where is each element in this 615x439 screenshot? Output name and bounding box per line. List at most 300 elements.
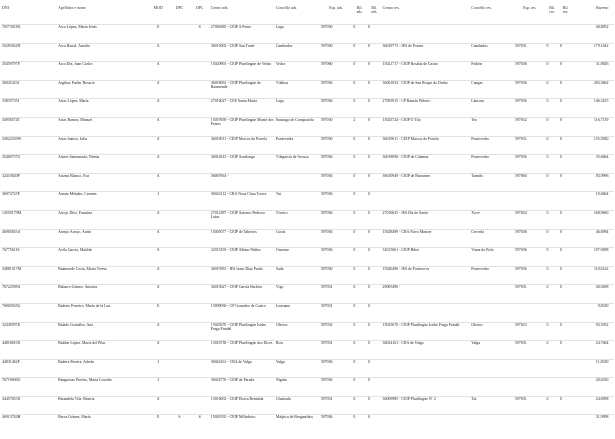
cell-name: Baleato Ferreiro, María de la Luz xyxy=(58,303,111,308)
cell-name: Arizmi Blanco, Eva xyxy=(58,173,90,178)
cell-bil-res-2: 0 xyxy=(559,248,562,253)
cell-dpc xyxy=(169,378,189,397)
cell-esp-ads: 597036 xyxy=(320,155,333,160)
cell-esp-ads: 597030 xyxy=(320,43,333,48)
cell-esp-ads: 597036 xyxy=(320,248,333,253)
cell-dpl xyxy=(190,285,210,304)
column-header-bil-ads-2: Bil. ads. xyxy=(371,6,378,15)
table-row xyxy=(1,136,614,155)
table-row xyxy=(1,80,614,99)
cell-esp-ads: 597030 xyxy=(320,25,333,29)
cell-baremo: 110,6142 xyxy=(593,266,609,271)
cell-esp-ads: 597036 xyxy=(320,359,333,364)
cell-bil-res-1 xyxy=(545,359,558,378)
column-header-concello-res: Concello res. xyxy=(471,6,492,10)
cell-centro-res: 15021717 - CEIP Rosalía de Castro xyxy=(382,62,439,67)
cell-bil-res-1 xyxy=(545,192,558,211)
cell-bil-res-1: 0 xyxy=(546,322,549,327)
cell-baremo: 203,3662 xyxy=(593,80,609,85)
cell-centro-ads: 36024776 - CEIP de Parada xyxy=(210,378,255,383)
cell-bil-res-1: 0 xyxy=(546,210,549,215)
cell-concello-res: Láncara xyxy=(471,99,484,104)
cell-dpl xyxy=(190,99,210,118)
cell-dni: 36074725F xyxy=(2,192,20,197)
cell-centro-res: 36019773 - IES de Pontes xyxy=(382,43,424,48)
cell-name: Arca Barral, Amalia xyxy=(58,43,90,48)
table-row xyxy=(1,415,614,434)
cell-centro-ads: 27006385 - CEIP A Ponte xyxy=(210,25,252,29)
cell-concello-ads xyxy=(275,173,320,192)
cell-centro-res xyxy=(382,25,471,44)
cell-name: Arca López, María Jesús xyxy=(58,25,97,29)
cell-name: Arines Santamaría, Nemia xyxy=(58,155,100,160)
cell-centro-res: 15028499 - CRA Novo Mancer xyxy=(382,229,432,234)
cell-bil-ads-1: 0 xyxy=(353,192,356,197)
cell-bil-ads-1: 0 xyxy=(353,378,356,383)
cell-esp-ads: 597060 xyxy=(320,62,333,67)
cell-concello-ads: Ourense xyxy=(275,248,289,253)
column-header-esp-ads: Esp. ads. xyxy=(329,6,344,10)
cell-esp-res: 597060 xyxy=(515,173,527,178)
cell-dpl xyxy=(190,117,210,136)
cell-bil-res-1 xyxy=(545,303,558,322)
cell-centro-ads: 36015003 - CEIP San Tomé xyxy=(210,43,255,48)
cell-baremo: 11,8330 xyxy=(595,359,609,364)
cell-bil-ads-2: 0 xyxy=(367,99,370,104)
cell-esp-ads: 597036 xyxy=(320,173,333,178)
cell-esp-ads: 597032 xyxy=(320,322,333,327)
cell-mod: J xyxy=(157,359,159,364)
cell-concello-res: Viana do Bolo xyxy=(471,248,494,253)
cell-bil-ads-2: 0 xyxy=(367,155,370,160)
cell-centro-res: 15026496 - IES de Fontecova xyxy=(382,266,430,271)
cell-concello-ads: Malpica de Bergantiños xyxy=(275,415,314,420)
cell-centro-ads: 15016002 - CEIP Eloisa Rentabla xyxy=(210,396,264,401)
column-header-bil-ads-1: Bil. ads. xyxy=(356,6,363,15)
cell-bil-res-2 xyxy=(559,359,572,378)
cell-dpc xyxy=(169,99,189,118)
cell-bil-ads-1: 0 xyxy=(353,210,356,215)
cell-dni: 36045323J xyxy=(2,80,20,85)
cell-esp-res xyxy=(514,192,545,211)
cell-bil-res-1: 0 xyxy=(546,99,549,104)
cell-centro-res: 36018090 - CEIP de Cabanas xyxy=(382,155,429,160)
cell-dpl xyxy=(190,378,210,397)
cell-name: Baamonde Costa, María Teresa xyxy=(58,266,107,271)
cell-dpl xyxy=(190,359,210,378)
cell-centro-ads: 27016027 - CEE Santa María xyxy=(210,99,257,104)
column-header-dpc: DPC xyxy=(175,6,184,10)
cell-centro-res: 36009985 - CEIP Plurilingüe Nº 2 xyxy=(382,396,436,401)
cell-esp-ads: 597036 xyxy=(320,99,333,104)
cell-dni: 76719600G xyxy=(2,378,21,383)
cell-concello-res: Pontevedra xyxy=(471,266,489,271)
cell-bil-res-1: 0 xyxy=(546,285,549,290)
cell-centro-ads: 15026765 - CEIP Milladoiro xyxy=(210,415,256,420)
cell-name: Ávila García, Matilde xyxy=(58,248,93,253)
cell-concello-ads: Valga xyxy=(275,359,285,364)
cell-name: Banguesas Pereiro, María Lourdes xyxy=(58,378,112,383)
cell-dpc xyxy=(169,303,189,322)
cell-bil-ads-2: 0 xyxy=(367,359,370,364)
cell-dni: 35469757G xyxy=(2,155,21,160)
table-body xyxy=(1,25,614,434)
cell-concello-res: Cambados xyxy=(471,43,488,48)
cell-bil-res-1: 0 xyxy=(546,341,549,346)
cell-bil-ads-1: 0 xyxy=(353,341,356,346)
cell-bil-ads-1: 0 xyxy=(353,229,356,234)
cell-mod: A xyxy=(156,229,160,234)
cell-bil-ads-1: 0 xyxy=(353,303,356,308)
cell-baremo: 197,9498 xyxy=(593,248,609,253)
cell-baremo: 83,9996 xyxy=(595,173,609,178)
cell-bil-res-2: 0 xyxy=(559,62,562,67)
cell-concello-res: Tui xyxy=(471,396,477,401)
cell-concello-res xyxy=(470,415,514,434)
cell-bil-ads-1: 0 xyxy=(353,359,356,364)
cell-centro-ads: 15009030 - CP Gonzalez de Castro xyxy=(210,303,266,308)
cell-name: Arias López, María xyxy=(58,99,89,104)
cell-dpl xyxy=(190,341,210,360)
cell-dpl: S xyxy=(198,25,201,29)
cell-bil-ads-2: 0 xyxy=(367,396,370,401)
cell-centro-ads: 36024161 - CRA de Valga xyxy=(210,359,252,364)
cell-mod: A xyxy=(156,117,160,122)
cell-baremo: 31,9998 xyxy=(595,415,609,420)
table-row xyxy=(1,210,614,229)
cell-concello-ads: Curtis xyxy=(275,229,286,234)
cell-dpc xyxy=(169,229,189,248)
cell-dni: 76775611S xyxy=(2,248,20,253)
cell-bil-res-1: 0 xyxy=(546,62,549,67)
cell-bil-res-1 xyxy=(545,25,558,44)
cell-dni: 32449597K xyxy=(2,322,21,327)
cell-bil-res-2 xyxy=(559,192,572,211)
cell-dpc xyxy=(169,117,189,136)
cell-bil-res-1 xyxy=(545,415,558,434)
cell-bil-ads-2: 0 xyxy=(367,378,370,383)
cell-esp-ads: 597036 xyxy=(320,192,333,197)
cell-name: Barca Gómez, María xyxy=(58,415,91,420)
cell-dpc xyxy=(169,266,189,285)
table-row xyxy=(1,192,614,211)
cell-bil-ads-1: 0 xyxy=(353,396,356,401)
table-row xyxy=(1,266,614,285)
cell-dpc xyxy=(169,80,189,99)
cell-esp-ads: 597031 xyxy=(320,303,333,308)
cell-dpc xyxy=(169,359,189,378)
cell-esp-res: 597031 xyxy=(515,341,527,346)
cell-bil-ads-1: 0 xyxy=(353,62,356,67)
cell-centro-ads: 15016738 - CEIP Plurilingüe dos Dices xyxy=(210,341,273,346)
cell-centro-res xyxy=(382,359,471,378)
cell-concello-res xyxy=(470,25,514,44)
cell-mod: E xyxy=(156,415,160,420)
table-header xyxy=(1,2,614,25)
cell-esp-res xyxy=(514,303,545,322)
cell-concello-ads: Tui xyxy=(275,192,282,197)
cell-centro-res: 15025724 - CEIP O Tilo xyxy=(382,117,421,122)
cell-bil-ads-1: 0 xyxy=(353,248,356,253)
cell-bil-res-2: 0 xyxy=(559,136,562,141)
column-header-baremo: Baremo xyxy=(596,6,609,10)
cell-concello-res xyxy=(470,285,514,304)
cell-bil-ads-1: 0 xyxy=(353,155,356,160)
cell-bil-res-2: 0 xyxy=(559,173,562,178)
cell-baremo: 179,1642 xyxy=(593,43,609,48)
cell-centro-res: 32015661 - CEIP Bibei xyxy=(382,248,420,253)
cell-concello-ads: Cambados xyxy=(275,43,293,48)
cell-esp-ads: 597036 xyxy=(320,378,333,383)
cell-baremo: 93,5052 xyxy=(595,322,609,327)
cell-concello-res: Cerceda xyxy=(471,229,484,234)
cell-bil-res-1: 0 xyxy=(546,396,549,401)
cell-centro-res xyxy=(382,415,471,434)
cell-esp-ads: 597036 xyxy=(320,80,333,85)
cell-centro-ads: 15005077 - CEIP de Tabeirós xyxy=(210,229,257,234)
cell-concello-ads: Rois xyxy=(275,341,284,346)
cell-esp-res: 597036 xyxy=(515,229,527,234)
cell-bil-res-1: 0 xyxy=(546,248,549,253)
cell-mod: A xyxy=(156,341,160,346)
cell-esp-res: 597036 xyxy=(515,266,527,271)
cell-bil-res-1: 0 xyxy=(546,80,549,85)
cell-concello-ads: Lousame xyxy=(275,303,291,308)
cell-concello-ads: Vilaboa xyxy=(275,80,288,85)
cell-dpc xyxy=(169,248,189,267)
cell-dpl xyxy=(190,173,210,192)
table-row xyxy=(1,303,614,322)
cell-esp-res: 597036 xyxy=(515,99,527,104)
cell-centro-ads: 27012387 - CEIP Antonio Pedrosa Latas xyxy=(210,210,265,220)
cell-dpc xyxy=(169,155,189,174)
cell-esp-res: 597032 xyxy=(515,117,527,122)
cell-dni: 34956574T xyxy=(2,117,20,122)
cell-dni: 34881017M xyxy=(2,266,22,271)
cell-bil-res-2: 0 xyxy=(559,80,562,85)
cell-concello-res: Oleiros xyxy=(471,322,483,327)
column-header-esp-res: Esp. res. xyxy=(523,6,537,10)
cell-baremo: 35,6664 xyxy=(595,155,609,160)
cell-esp-ads: 597031 xyxy=(320,396,333,401)
cell-bil-res-1: 0 xyxy=(546,117,549,122)
cell-concello-res xyxy=(470,378,514,397)
cell-bil-ads-1: 0 xyxy=(353,173,356,178)
cell-dpc xyxy=(169,173,189,192)
cell-baremo: 168,9660 xyxy=(593,210,609,215)
cell-bil-ads-1: 0 xyxy=(353,415,356,420)
cell-bil-ads-2: 0 xyxy=(367,62,370,67)
cell-baremo: 40,8852 xyxy=(595,25,609,29)
cell-concello-res: Padrón xyxy=(471,62,483,67)
cell-mod: A xyxy=(156,62,160,67)
cell-dni: 34922539W xyxy=(2,136,22,141)
listing-table xyxy=(1,2,614,434)
table-row xyxy=(1,62,614,81)
cell-esp-res: 597023 xyxy=(515,322,527,327)
cell-mod: J xyxy=(157,192,159,197)
cell-dpl: S xyxy=(198,415,201,420)
cell-concello-res: Pontevedra xyxy=(471,136,489,141)
cell-esp-ads: 597030 xyxy=(320,266,333,271)
cell-concello-res: Pontevedra xyxy=(471,155,489,160)
cell-dni: 32410020F xyxy=(2,173,20,178)
cell-bil-res-2 xyxy=(559,303,572,322)
cell-centro-res xyxy=(382,303,471,322)
cell-bil-res-1: 0 xyxy=(546,136,549,141)
cell-dpc xyxy=(169,210,189,229)
cell-bil-ads-2: 0 xyxy=(367,80,370,85)
table-row xyxy=(1,396,614,415)
cell-dni: 44831462F xyxy=(2,359,20,364)
cell-esp-res: 597036 xyxy=(515,155,527,160)
table-row xyxy=(1,285,614,304)
cell-esp-ads: 597036 xyxy=(320,210,333,215)
cell-name: Baleira Pereira, Adrián xyxy=(58,359,94,364)
cell-baremo: 46,6994 xyxy=(595,229,609,234)
cell-bil-ads-2: 0 xyxy=(367,229,370,234)
cell-mod: A xyxy=(156,396,160,401)
cell-centro-res: 29005490 - xyxy=(382,285,401,290)
cell-bil-ads-1: 0 xyxy=(353,80,356,85)
cell-dni: 44816810X xyxy=(2,341,21,346)
cell-concello-res: Cangas xyxy=(471,80,483,85)
cell-centro-ads: 36007663 - xyxy=(210,173,229,178)
cell-mod: A xyxy=(156,80,160,85)
cell-mod: A xyxy=(156,266,160,271)
cell-esp-res: 597031 xyxy=(515,43,527,48)
cell-name: Arnaiz Méndez, Carmen xyxy=(58,192,97,197)
cell-bil-ads-2: 0 xyxy=(367,173,370,178)
column-header-mod: MOD xyxy=(153,6,163,10)
cell-concello-res xyxy=(470,303,514,322)
cell-concello-ads: Vedra xyxy=(275,62,285,67)
cell-dpl xyxy=(190,136,210,155)
cell-bil-res-2: 0 xyxy=(559,210,562,215)
cell-centro-ads: 15025670 - CEIP Plurilingüe Isidro Parga Pondal xyxy=(210,322,267,331)
cell-dni: 35283024N xyxy=(2,43,21,48)
cell-dni: 44457653X xyxy=(2,396,21,401)
table-row xyxy=(1,248,614,267)
cell-concello-res xyxy=(470,359,514,378)
cell-name: Arias Santos, Julia xyxy=(58,136,88,141)
cell-concello-res: Teo xyxy=(471,117,478,122)
cell-bil-ads-2: 0 xyxy=(367,25,370,29)
cell-esp-res xyxy=(514,25,545,44)
column-header-bil-res-1: Bil. res. xyxy=(549,6,556,15)
cell-esp-res xyxy=(514,378,545,397)
cell-bil-ads-1: 0 xyxy=(353,266,356,271)
cell-esp-ads: 597030 xyxy=(320,117,333,122)
cell-mod: A xyxy=(156,322,160,327)
cell-esp-res: 597031 xyxy=(515,396,527,401)
cell-dpl xyxy=(190,80,210,99)
cell-bil-res-2: 0 xyxy=(559,396,562,401)
cell-concello-res: Tomiño xyxy=(471,173,484,178)
table-row xyxy=(1,322,614,341)
column-header-centro-ads: Centro ads. xyxy=(210,6,229,10)
cell-name: Baldón López, María del Pilar xyxy=(58,341,106,346)
cell-mod: A xyxy=(156,173,160,178)
cell-name: Arca Díz, Juan Carlos xyxy=(58,62,93,67)
table-row xyxy=(1,229,614,248)
cell-centro-res: 36024161 - CRA de Valga xyxy=(382,341,424,346)
cell-mod: E xyxy=(156,25,160,29)
cell-bil-ads-2: 0 xyxy=(367,210,370,215)
column-header-dni: DNI xyxy=(2,6,9,10)
cell-mod: A xyxy=(156,43,160,48)
cell-dpl xyxy=(190,62,210,81)
cell-dpl xyxy=(190,192,210,211)
cell-bil-res-2 xyxy=(559,25,572,44)
cell-mod: E xyxy=(156,303,160,308)
cell-centro-ads: 15019559 - CEIP Plurilingüe Monte dos Postes xyxy=(210,117,274,127)
cell-dpl xyxy=(190,229,210,248)
cell-bil-res-1 xyxy=(545,378,558,397)
cell-concello-ads: Sada xyxy=(275,266,284,271)
cell-dni: 76573018X xyxy=(2,25,21,29)
cell-bil-ads-2: 0 xyxy=(367,117,370,122)
cell-bil-ads-2: 0 xyxy=(367,341,370,346)
cell-dpc xyxy=(169,396,189,415)
cell-baremo: 9,8330 xyxy=(597,303,609,308)
cell-esp-res: 597036 xyxy=(515,62,527,67)
cell-centro-ads: 36012613 - CEIP Arealonga xyxy=(210,155,255,160)
cell-dpc xyxy=(169,192,189,211)
cell-baremo: 40,0498 xyxy=(595,285,609,290)
cell-dpc xyxy=(169,136,189,155)
table-row xyxy=(1,359,614,378)
column-header-dpl: DPL xyxy=(196,6,204,10)
table-row xyxy=(1,43,614,62)
cell-centro-res: 27005915 - CP Ramón Piñeiro xyxy=(382,99,431,104)
cell-bil-res-1: 0 xyxy=(546,173,549,178)
cell-concello-ads: Lugo xyxy=(275,99,285,104)
cell-bil-res-2: 0 xyxy=(559,229,562,234)
cell-bil-ads-2: 0 xyxy=(367,285,370,290)
cell-bil-res-1: 0 xyxy=(546,266,549,271)
cell-centro-res: 36019611 - CEIP Marcos da Portela xyxy=(382,136,439,141)
cell-concello-ads: Viveiro xyxy=(275,210,288,215)
cell-concello-ads: Oleiros xyxy=(275,322,288,327)
cell-concello-ads: Pontevedra xyxy=(275,136,294,141)
cell-bil-ads-2: 0 xyxy=(367,43,370,48)
cell-esp-ads: 597030 xyxy=(320,136,333,141)
cell-centro-res xyxy=(382,192,471,211)
cell-dni: 76865925G xyxy=(2,303,21,308)
cell-concello-ads: Lugo xyxy=(275,25,285,29)
cell-name: Argibay Padín, Rosario xyxy=(58,80,95,85)
cell-centro-res: 36001033 - CEIP de San Roque do Darbo xyxy=(382,80,448,85)
table-row xyxy=(1,117,614,136)
cell-esp-ads: 597031 xyxy=(320,285,333,290)
cell-dni: 46905653A xyxy=(2,229,21,234)
cell-concello-ads: Chantada xyxy=(275,396,291,401)
cell-bil-res-2: 0 xyxy=(559,266,562,271)
cell-dni: 46913743H xyxy=(2,415,21,420)
table-row xyxy=(1,155,614,174)
cell-name: Balado González, Ana xyxy=(58,322,94,327)
cell-bil-res-2: 0 xyxy=(559,43,562,48)
cell-baremo: 31,8826 xyxy=(595,62,609,67)
cell-mod: A xyxy=(156,136,160,141)
cell-bil-res-2 xyxy=(559,378,572,397)
cell-bil-ads-1: 0 xyxy=(353,285,356,290)
cell-centro-ads: 36024112 - CRA Nosa Clara Torres xyxy=(210,192,267,197)
cell-baremo: 155,5830 xyxy=(593,136,609,141)
cell-mod: A xyxy=(156,155,160,160)
cell-bil-res-2: 0 xyxy=(559,99,562,104)
